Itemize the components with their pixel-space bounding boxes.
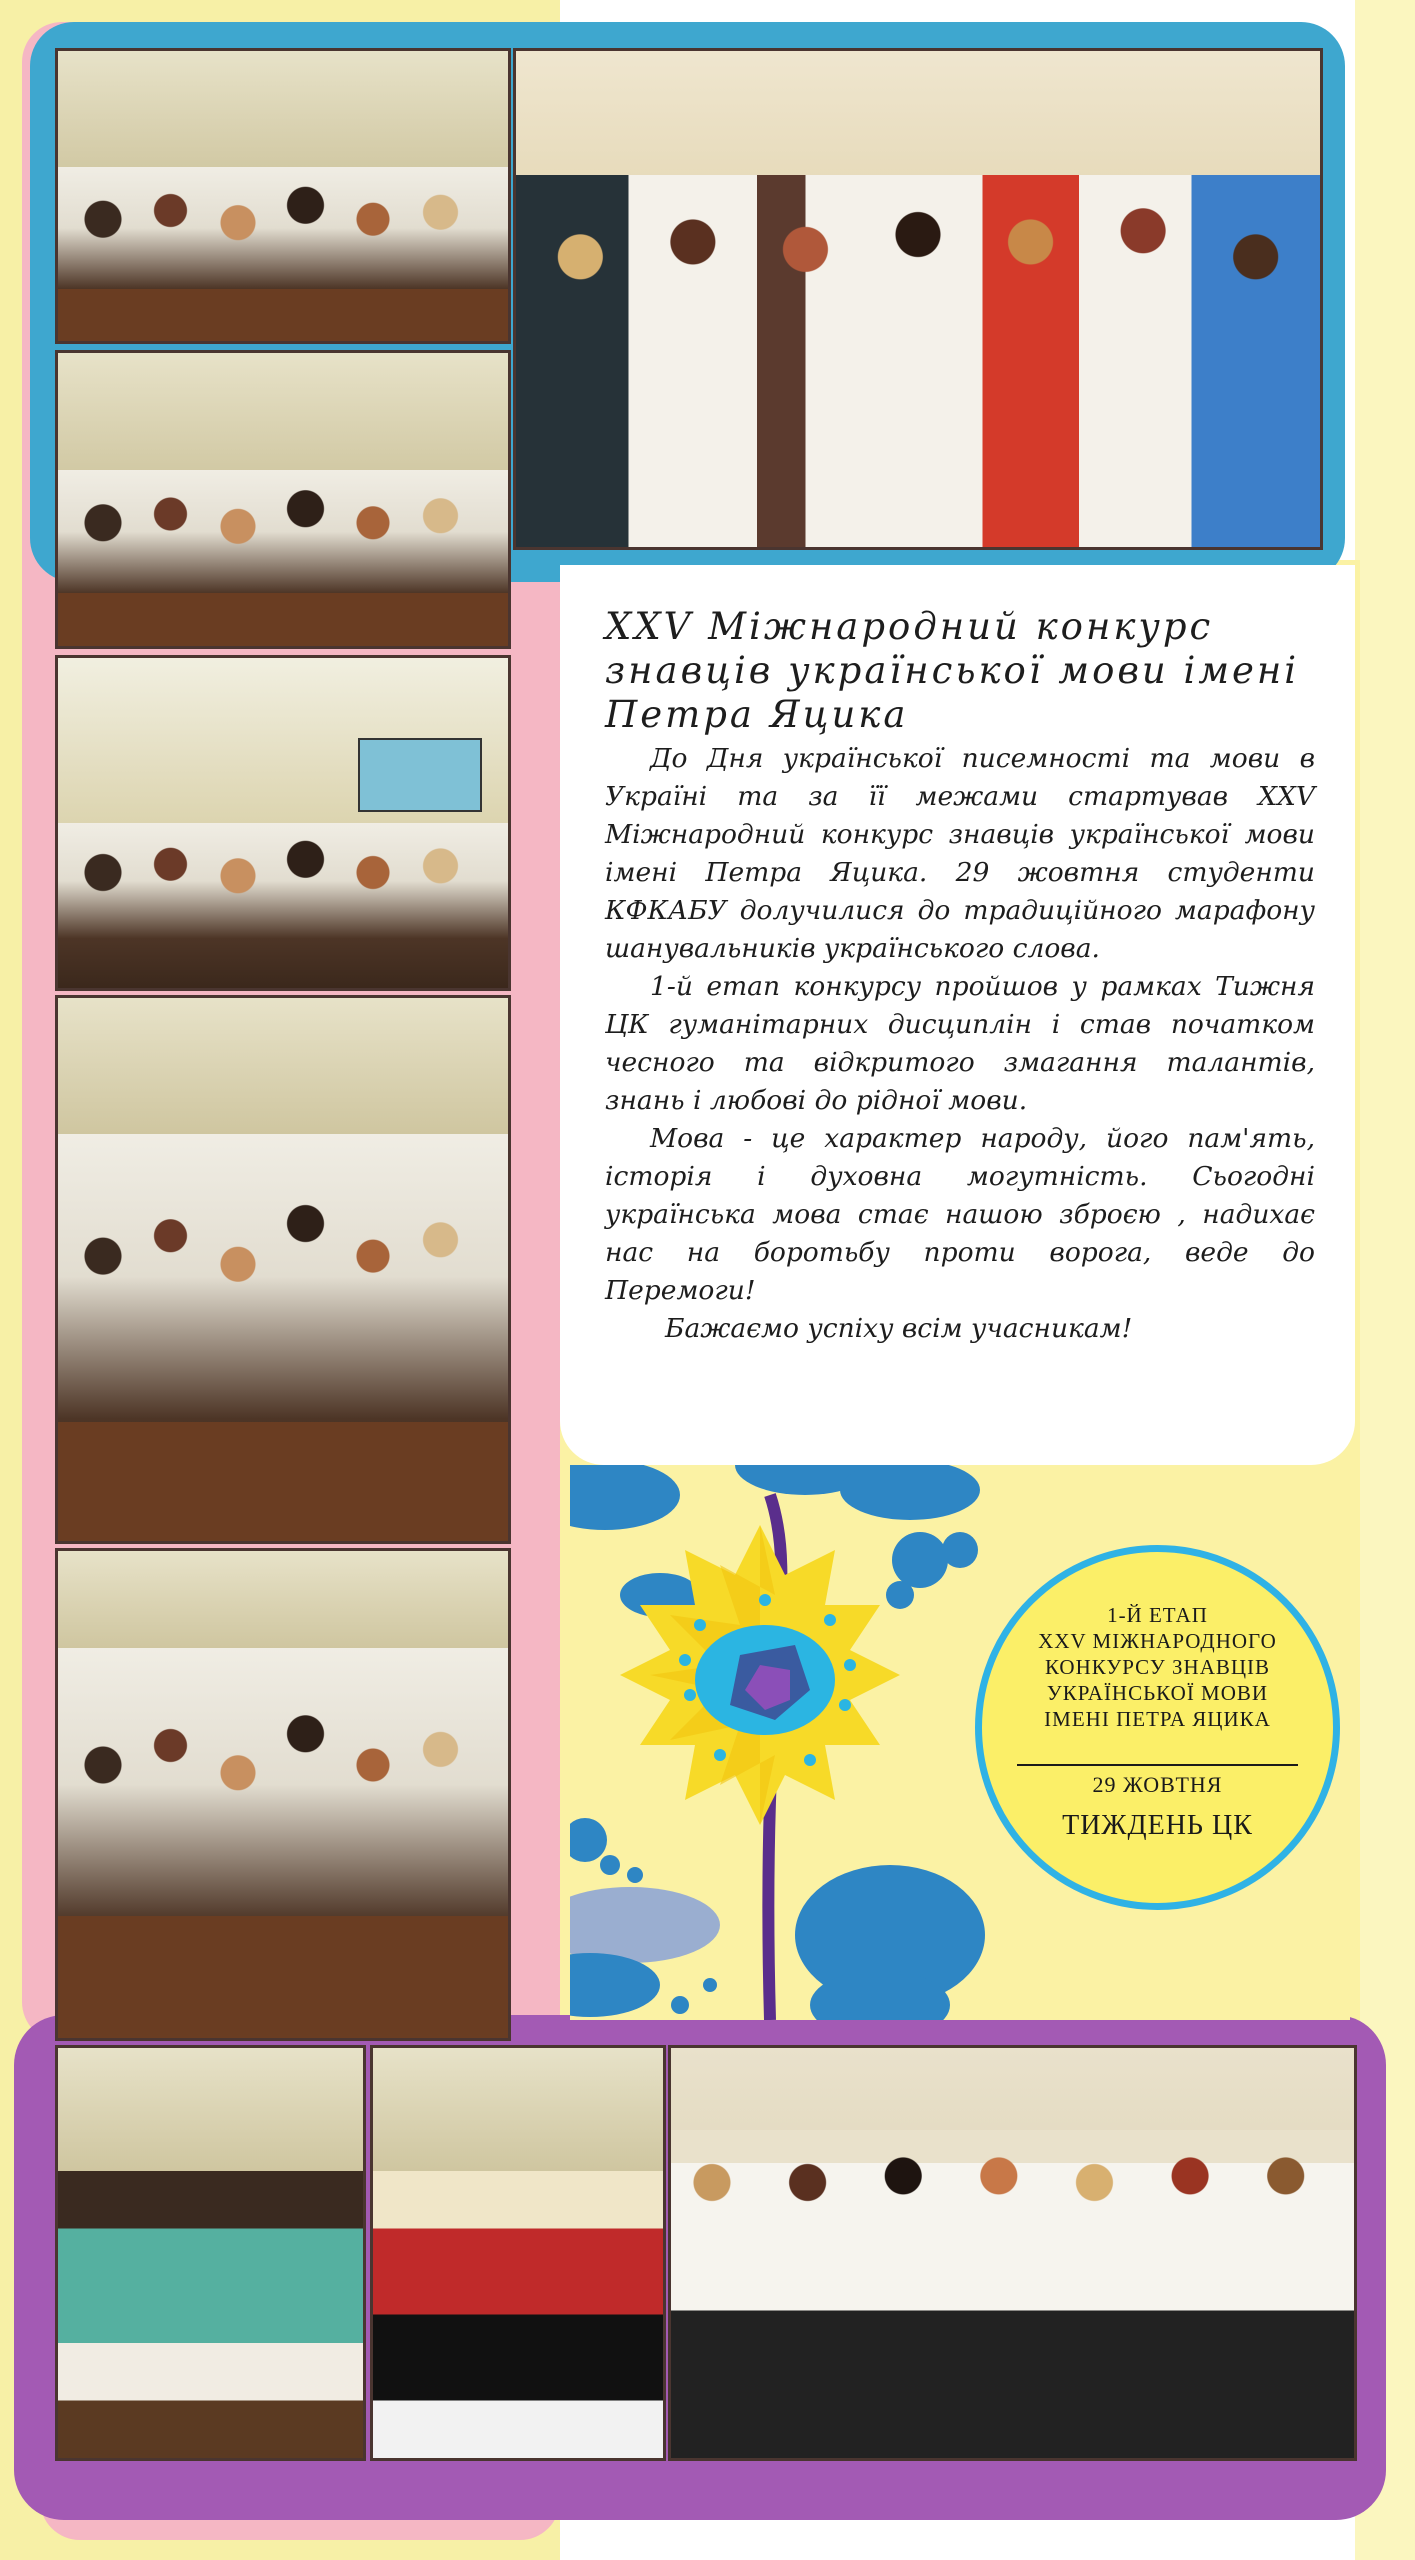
article-paragraph: До Дня української писемності та мови в Україні та за її межами стартував XXV Міжнародний конкурс знавців української мови імені Петра Яцика. 29 жовтня студенти КФКАБУ долучилися до традиційного марафону шанувальників українського слова. bbox=[605, 743, 1315, 964]
badge-line: XXV МІЖНАРОДНОГО bbox=[1038, 1629, 1277, 1653]
photo-students-2 bbox=[55, 1548, 511, 2041]
photo-auditorium-1 bbox=[55, 48, 511, 344]
article-paragraph: Мова - це характер народу, його пам'ять, історія і духовна могутність. Сьогодні українська мова стає нашою зброєю , надихає нас на боротьбу проти ворога, веде до Перемоги! bbox=[605, 1123, 1315, 1306]
badge-line: КОНКУРСУ ЗНАВЦІВ bbox=[1044, 1655, 1271, 1679]
badge-line: УКРАЇНСЬКОЇ МОВИ bbox=[1046, 1681, 1269, 1705]
article-closing: Бажаємо успіху всім учасникам! bbox=[665, 1313, 1133, 1344]
screen-icon bbox=[358, 738, 482, 812]
badge-title bbox=[982, 1602, 1333, 1732]
headline-line: Петра Яцика bbox=[605, 693, 909, 736]
article-paragraph: 1-й етап конкурсу пройшов у рамках Тижня ЦК гуманітарних дисциплін і став початком чесного та відкритого змагання талантів, знань і любові до рідної мови. bbox=[605, 971, 1315, 1116]
badge-line: 1-Й ЕТАП bbox=[1107, 1603, 1208, 1627]
article-headline bbox=[605, 605, 1335, 737]
photo-presentation bbox=[55, 655, 511, 991]
badge-event: ТИЖДЕНЬ ЦК bbox=[1062, 1810, 1253, 1841]
badge-divider bbox=[1017, 1764, 1298, 1766]
photo-students-1 bbox=[55, 995, 511, 1544]
article-body bbox=[605, 740, 1315, 1348]
headline-line: XXV Міжнародний конкурс bbox=[605, 605, 1214, 648]
photo-group-girls bbox=[668, 2045, 1357, 2461]
headline-line: знавців української мови імені bbox=[605, 649, 1300, 692]
photo-auditorium-2 bbox=[55, 350, 511, 649]
badge-date: 29 ЖОВТНЯ bbox=[1092, 1772, 1223, 1797]
photo-group-participants bbox=[513, 48, 1323, 550]
photo-students-4 bbox=[370, 2045, 666, 2461]
badge-line: ІМЕНІ ПЕТРА ЯЦИКА bbox=[1044, 1707, 1271, 1731]
event-badge bbox=[975, 1545, 1340, 1910]
photo-students-3 bbox=[55, 2045, 366, 2461]
